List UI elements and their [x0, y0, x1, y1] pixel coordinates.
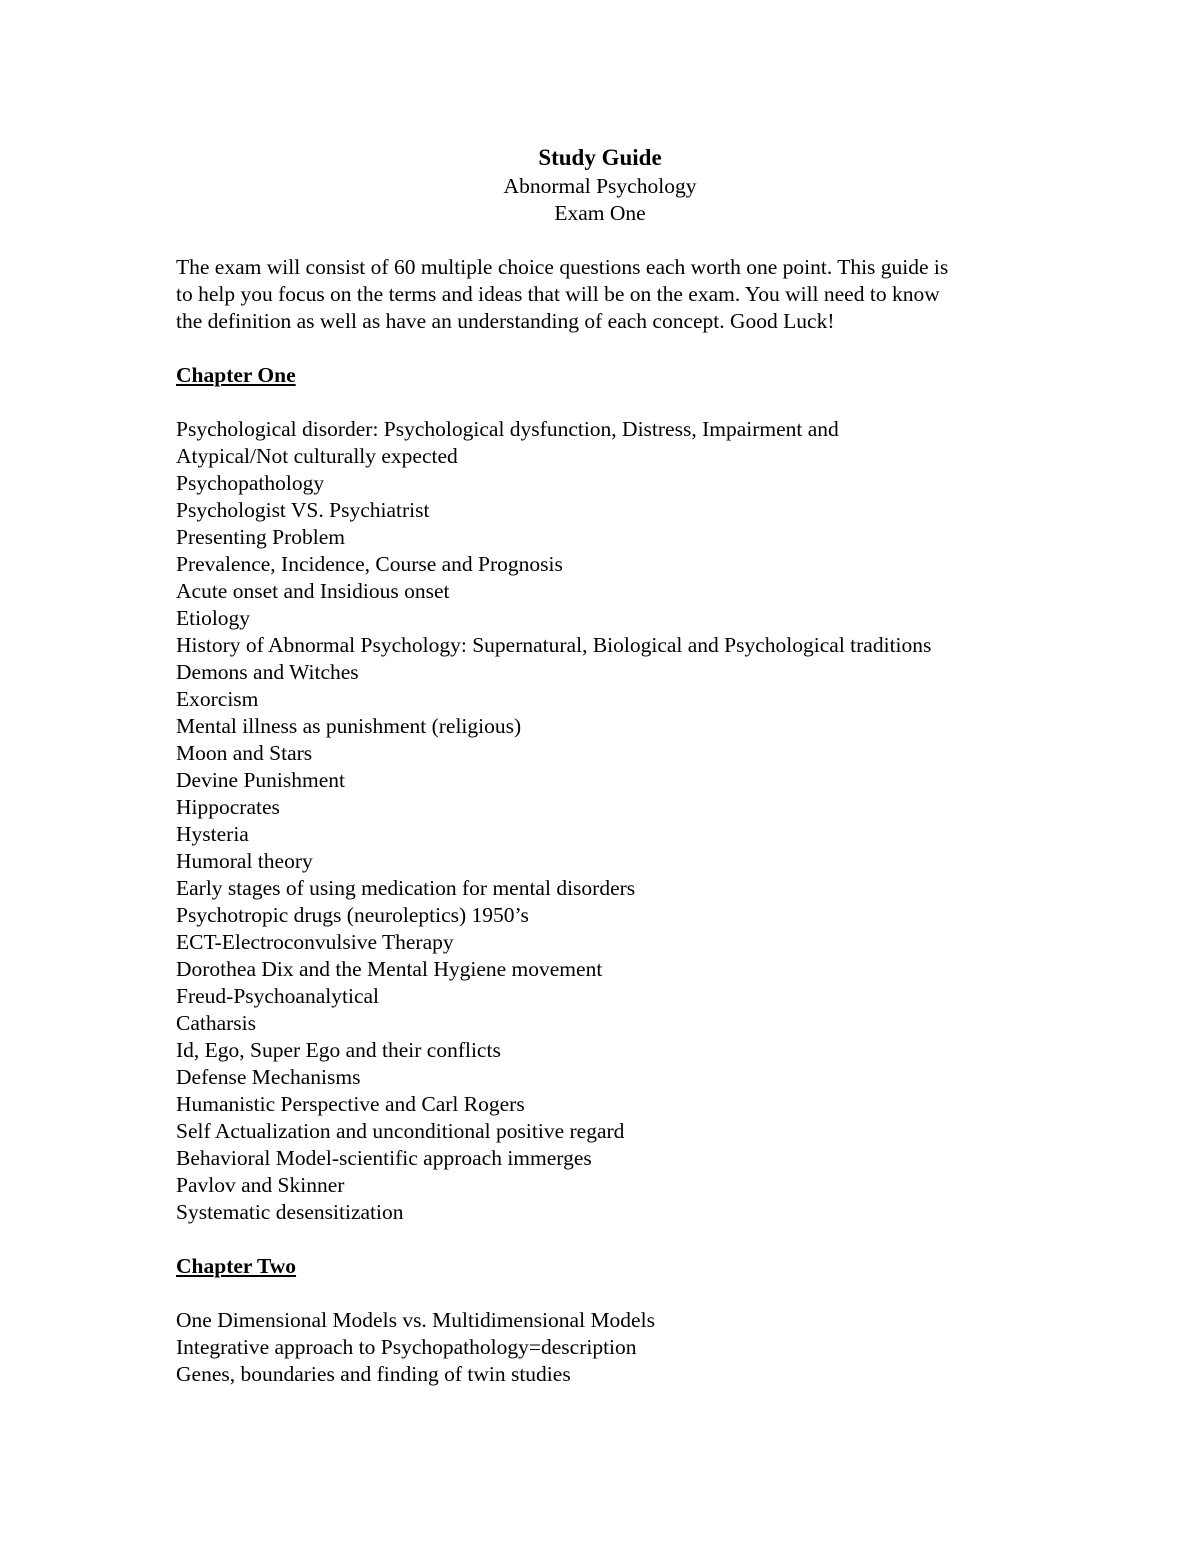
chapter-two-heading: Chapter Two [176, 1254, 297, 1278]
document-title: Study Guide [538, 145, 662, 170]
study-term: Integrative approach to Psychopathology=description [176, 1335, 637, 1359]
study-term: Systematic desensitization [176, 1200, 404, 1224]
study-term: Early stages of using medication for mental disorders [176, 876, 636, 900]
study-term: Psychological disorder: Psychological dysfunction, Distress, Impairment and [176, 417, 839, 441]
study-term: Devine Punishment [176, 768, 345, 792]
study-term: Acute onset and Insidious onset [176, 579, 450, 603]
study-term: One Dimensional Models vs. Multidimensional Models [176, 1308, 655, 1332]
study-term: Id, Ego, Super Ego and their conflicts [176, 1038, 501, 1062]
chapter-one-term-list [176, 416, 1036, 1226]
study-term: Humanistic Perspective and Carl Rogers [176, 1092, 525, 1116]
study-term: Defense Mechanisms [176, 1065, 361, 1089]
study-term: Moon and Stars [176, 741, 313, 765]
study-term: Exorcism [176, 687, 259, 711]
intro-line: the definition as well as have an understanding of each concept. Good Luck! [176, 309, 835, 333]
study-term: Catharsis [176, 1011, 257, 1035]
study-term: Hysteria [176, 822, 249, 846]
study-term: History of Abnormal Psychology: Supernatural, Biological and Psychological traditions [176, 633, 932, 657]
study-term: Pavlov and Skinner [176, 1173, 345, 1197]
study-term: Psychotropic drugs (neuroleptics) 1950’s [176, 903, 529, 927]
study-term: Prevalence, Incidence, Course and Prognosis [176, 552, 563, 576]
intro-line: The exam will consist of 60 multiple choice questions each worth one point. This guide is [176, 255, 949, 279]
course-name: Abnormal Psychology [503, 174, 697, 198]
document-body [176, 142, 1036, 1388]
study-term: Mental illness as punishment (religious) [176, 714, 522, 738]
study-term: Freud-Psychoanalytical [176, 984, 380, 1008]
study-term: Demons and Witches [176, 660, 359, 684]
intro-line: to help you focus on the terms and ideas that will be on the exam. You will need to know [176, 282, 940, 306]
study-term: Behavioral Model-scientific approach immerges [176, 1146, 592, 1170]
study-term: Humoral theory [176, 849, 313, 873]
chapter-one-heading: Chapter One [176, 363, 296, 387]
study-term: Hippocrates [176, 795, 280, 819]
study-term: Self Actualization and unconditional positive regard [176, 1119, 625, 1143]
study-term: Presenting Problem [176, 525, 345, 549]
study-term: Etiology [176, 606, 251, 630]
study-term: Psychologist VS. Psychiatrist [176, 498, 430, 522]
study-term: Dorothea Dix and the Mental Hygiene movement [176, 957, 603, 981]
intro-paragraph [176, 254, 1036, 335]
chapter-two-term-list [176, 1307, 1036, 1388]
study-term: Psychopathology [176, 471, 325, 495]
exam-name: Exam One [554, 201, 646, 225]
study-term: ECT-Electroconvulsive Therapy [176, 930, 454, 954]
study-term: Genes, boundaries and finding of twin studies [176, 1362, 571, 1386]
study-term: Atypical/Not culturally expected [176, 444, 458, 468]
